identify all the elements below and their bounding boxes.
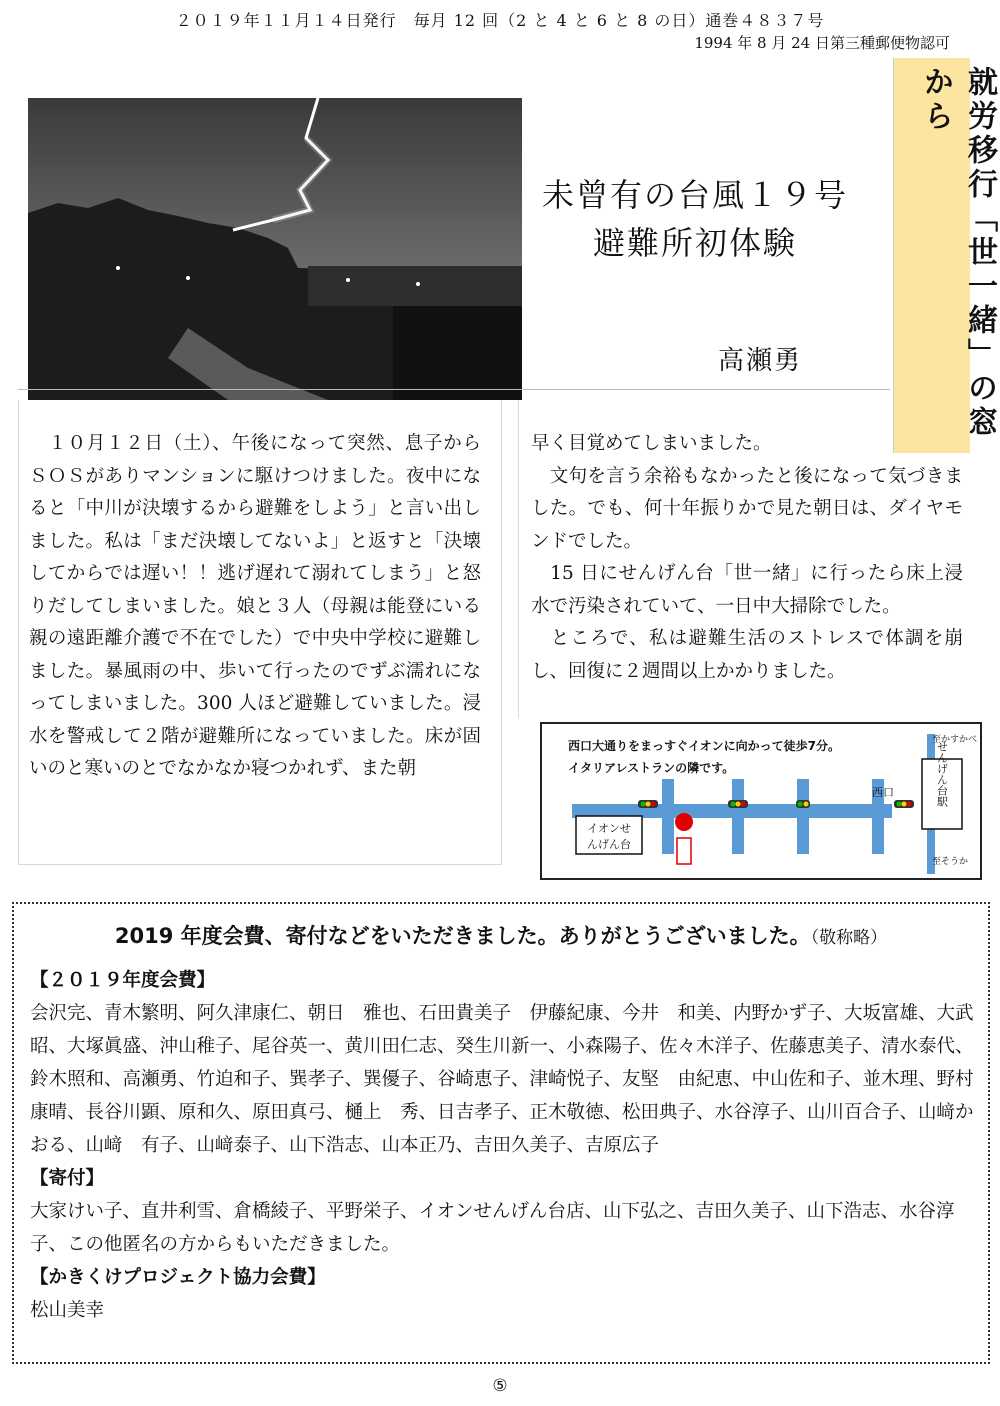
page-number: ⑤ [492,1376,508,1396]
article-author: 高瀬勇 [718,346,803,376]
divider [18,389,890,390]
issue-header: ２０１９年１１月１４日発行 毎月 12 回（2 と 4 と 6 と 8 の日）通巻４８３７号 [175,11,825,30]
thanks-title [24,920,978,950]
map-directions-1: 西口大通りをまっすぐイオンに向かって徒歩7分。 [568,739,840,753]
lightning-photo [28,98,522,400]
access-map [540,722,982,880]
donation-list: 大家けい子、直井利雪、倉橋綾子、平野栄子、イオンせんげん台店、山下弘之、吉田久美子、山下浩志、水谷淳子、この他匿名の方からもいただきました。 [30,1201,955,1255]
project-fee-heading: 【かきくけプロジェクト協力会費】 [30,1267,326,1288]
paragraph: 早く目覚めてしまいました。 [531,433,772,454]
cross-road [732,779,744,854]
to-soka-label: 至そうか [932,857,969,867]
cross-road [797,779,809,854]
thanks-body [30,964,993,1327]
nishiguchi-label: 西口 [872,786,894,799]
station-label: せんげん台駅 [935,741,949,807]
restaurant-marker [675,813,693,831]
map-directions-2: イタリアレストランの隣です。 [568,761,735,775]
yoisshoo-marker [677,838,691,864]
aeon-label-2: んげん台 [587,838,631,851]
to-kasukabe-label: 至かすかべ [932,735,978,745]
article-left-column [18,400,502,865]
article-right-text [531,428,963,688]
article-title-line2: 避難所初体験 [592,224,797,262]
article-right-column [518,400,991,718]
donation-heading: 【寄付】 [30,1168,105,1189]
thanks-title-text: 2019 年度会費、寄付などをいただきました。ありがとうございました。 [114,924,811,948]
postal-permit: 1994 年 8 月 24 日第三種郵便物認可 [694,34,950,52]
traffic-signal-icon [728,800,748,808]
donor-thanks-box [12,902,993,1364]
membership-fee-list: 会沢完、青木繁明、阿久津康仁、朝日 雅也、石田貴美子 伊藤紀康、今井 和美、内野かず子、大坂富雄、大武 昭、大塚眞盛、沖山稚子、尾谷英一、黄川田仁志、癸生川新一、小森陽子、佐々木洋子、佐藤恵美子、清水泰代、鈴木照和、高瀬勇、竹迫和子、巽孝子、巽優子、谷崎恵子、津崎悦子、友堅 由紀恵、中山佐和子、並木理、野村康晴、長谷川顕、原和久、原田真弓、樋上 秀、日吉孝子、正木敬徳、松田典子、水谷淳子、山川百合子、山﨑かおる、山﨑 有子、山﨑泰子、山下浩志、山本正乃、吉田久美子、吉原広子 [30,1003,993,1156]
membership-fee-heading: 【２０１９年度会費】 [30,970,216,991]
series-label-box [893,58,997,453]
series-label: 就労移行「世一緒」の窓から [918,66,997,440]
thanks-title-note: （敬称略） [810,928,888,948]
cross-road [662,779,674,854]
traffic-signal-icon [894,800,914,808]
traffic-signal-icon [796,800,810,808]
paragraph: ところで、私は避難生活のストレスで体調を崩し、回復に２週間以上かかりました。 [531,628,963,682]
traffic-signal-icon [638,800,658,808]
paragraph: 文句を言う余裕もなかったと後になって気づきました。でも、何十年振りかで見た朝日は、ダイヤモンドでした。 [531,465,963,552]
article-title-line1: 未曾有の台風１９号 [541,176,848,214]
project-fee-list: 松山美幸 [30,1300,105,1321]
paragraph: 15 日にせんげん台「世一緒」に行ったら床上浸水で汚染されていて、一日中大掃除でした。 [531,563,963,617]
article-left-text: １０月１２日（土）、午後になって突然、息子からＳＯＳがありマンションに駆けつけました。夜中になると「中川が決壊するから避難をしよう」と言い出しました。私は「まだ決壊してないよ」と返すと「決壊してからでは遅い！！逃げ遅れて溺れてしまう」と怒りだしてしまいました。娘と３人（母親は能登にいる親の遠距離介護で不在でした）で中央中学校に避難しました。暴風雨の中、歩いて行ったのでずぶ濡れになってしまいました。300 人ほど避難していました。浸水を警戒して２階が避難所になっていました。床が固いのと寒いのとでなかなか寝つかれず、また朝 [29,433,481,779]
aeon-label-1: イオンせ [587,822,631,835]
